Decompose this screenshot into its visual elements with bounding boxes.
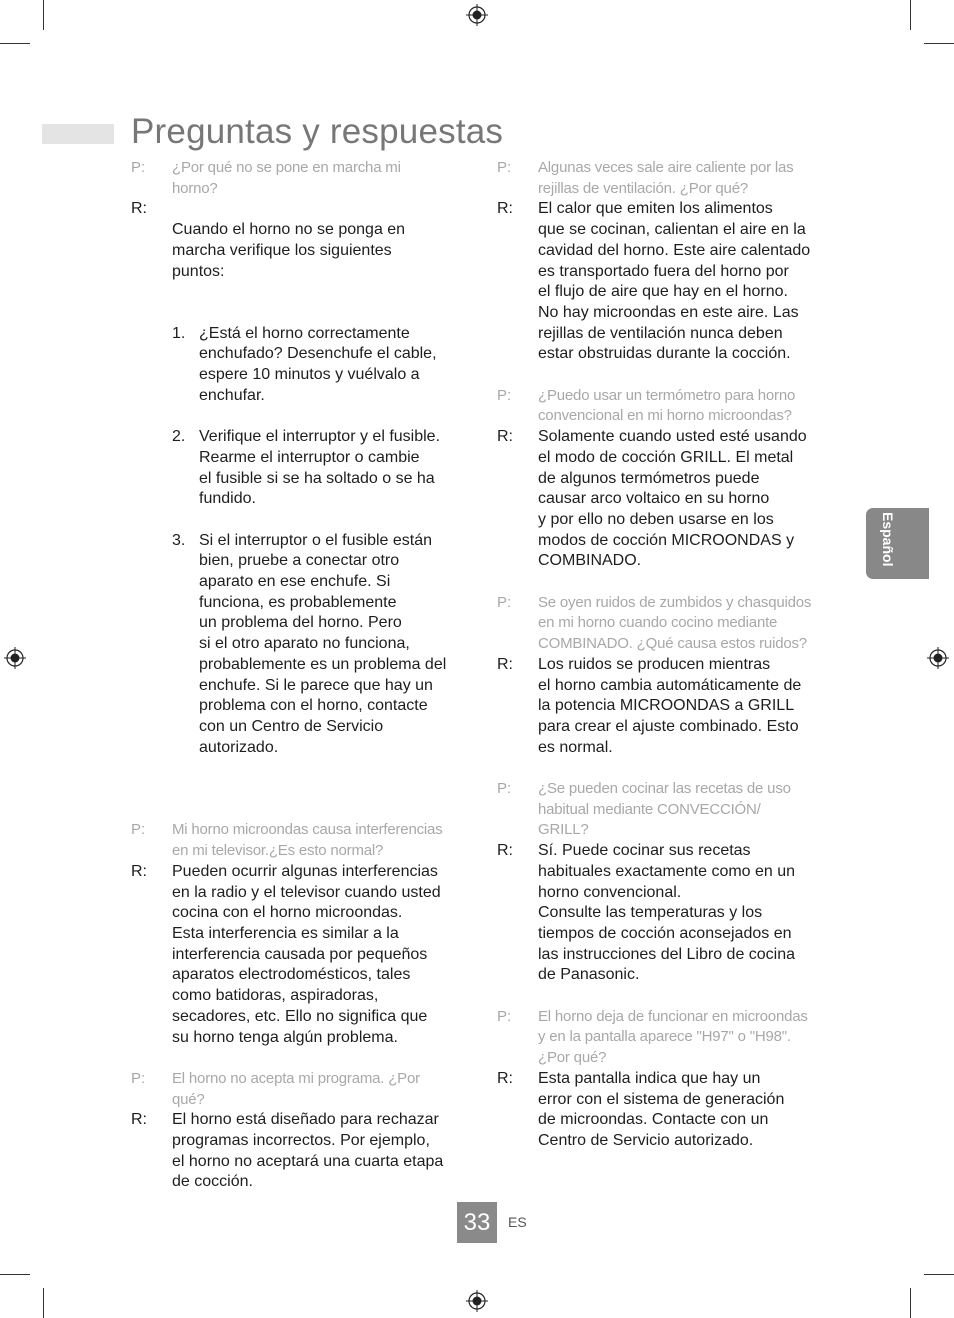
question-row bbox=[497, 593, 827, 655]
question-label: P: bbox=[131, 159, 146, 176]
answer-label: R: bbox=[497, 1069, 513, 1087]
crop-mark bbox=[910, 0, 911, 30]
answer-text: Solamente cuando usted esté usando el modo de cocción GRILL. El metal de algunos termómetros puede causar arco voltaico en su horno y por ello no deben usarse en los modos de cocción MICROONDAS y COMBINADO. bbox=[538, 428, 807, 570]
checklist bbox=[172, 303, 461, 779]
crop-mark bbox=[0, 1274, 30, 1275]
question-label: P: bbox=[497, 386, 512, 404]
answer-text: Los ruidos se producen mientras el horno cambia automáticamente de la potencia MICROONDAS a GRILL para crear el ajuste combinado. Esto es normal. bbox=[538, 655, 802, 756]
answer-label: R: bbox=[497, 200, 513, 218]
left-column bbox=[131, 158, 461, 1193]
answer-row bbox=[497, 1069, 827, 1152]
title-accent-bar bbox=[42, 124, 114, 144]
answer-row bbox=[131, 199, 461, 799]
answer-label: R: bbox=[131, 1111, 147, 1129]
page-title: Preguntas y respuestas bbox=[131, 112, 504, 151]
list-text: Verifique el interruptor y el fusible. Rearme el interruptor o cambie el fusible si se ha soltado o se ha fundido. bbox=[199, 428, 441, 508]
page-language-code: ES bbox=[508, 1214, 527, 1230]
answer-row bbox=[497, 199, 827, 365]
answer-label: R: bbox=[497, 655, 513, 673]
question-row bbox=[131, 820, 461, 861]
answer-text: El calor que emiten los alimentos que se cocinan, calientan el aire en la cavidad del horno. Este aire calentado es transportado fuera del horno por el flujo de aire que hay en el horno. No hay microondas en este aire. Las rejillas de ventilación nunca deben estar obstruidas durante la cocción. bbox=[538, 200, 811, 363]
question-text: Mi horno microondas causa interferencias en mi televisor.¿Es esto normal? bbox=[172, 821, 443, 860]
answer-label: R: bbox=[497, 428, 513, 446]
crop-mark bbox=[43, 1288, 44, 1318]
question-label: P: bbox=[497, 1007, 512, 1025]
list-text: ¿Está el horno correctamente enchufado? Desenchufe el cable, espere 10 minutos y vuélvalo a enchufar. bbox=[199, 324, 437, 404]
question-row bbox=[497, 386, 827, 427]
question-text: El horno no acepta mi programa. ¿Por qué? bbox=[172, 1069, 420, 1108]
answer-row bbox=[497, 427, 827, 572]
registration-mark-icon bbox=[466, 4, 488, 26]
answer-label: R: bbox=[497, 842, 513, 860]
question-text: ¿Se pueden cocinar las recetas de uso habitual mediante CONVECCIÓN/ GRILL? bbox=[538, 780, 791, 839]
answer-row bbox=[497, 655, 827, 759]
qa-item bbox=[131, 158, 461, 800]
list-number: 2. bbox=[172, 428, 186, 446]
registration-mark-icon bbox=[4, 647, 26, 669]
crop-mark bbox=[910, 1288, 911, 1318]
qa-item bbox=[497, 158, 827, 365]
right-column bbox=[497, 158, 827, 1152]
question-label: P: bbox=[497, 159, 512, 176]
list-item bbox=[172, 531, 461, 759]
list-number: 3. bbox=[172, 531, 186, 549]
list-item bbox=[172, 427, 461, 510]
answer-text: Pueden ocurrir algunas interferencias en la radio y el televisor cuando usted cocina con el horno microondas. Esta interferencia es similar a la interferencia causada por pequeños aparatos electrodomésticos, tales como batidoras, aspiradoras, secadores, etc. Ello no significa que su horno tenga algún problema. bbox=[172, 862, 441, 1046]
question-text: Se oyen ruidos de zumbidos y chasquidos en mi horno cuando cocino mediante COMBINADO. ¿Qué causa estos ruidos? bbox=[538, 593, 812, 653]
answer-label: R: bbox=[131, 200, 147, 218]
language-side-tab bbox=[866, 508, 929, 579]
answer-text: El horno está diseñado para rechazar programas incorrectos. Por ejemplo, el horno no aceptará una cuarta etapa de cocción. bbox=[172, 1111, 444, 1191]
qa-item bbox=[131, 1069, 461, 1193]
language-tab-label: Español bbox=[880, 512, 896, 567]
crop-mark bbox=[0, 43, 30, 44]
list-text: Si el interruptor o el fusible están bien, pruebe a conectar otro aparato en ese enchufe. Si funciona, es probablemente un problema del horno. Pero si el otro aparato no funciona, probablemente es un problema del enchufe. Si le parece que hay un problema con el horno, contacte con un Centro de Servicio autorizado. bbox=[199, 531, 447, 756]
question-label: P: bbox=[497, 593, 512, 611]
question-row bbox=[131, 158, 461, 199]
qa-item bbox=[497, 593, 827, 759]
list-number: 1. bbox=[172, 324, 186, 342]
question-row bbox=[497, 1007, 827, 1069]
registration-mark-icon bbox=[927, 647, 949, 669]
answer-row bbox=[131, 1110, 461, 1193]
question-label: P: bbox=[131, 1069, 146, 1087]
qa-item bbox=[497, 1007, 827, 1152]
question-row bbox=[131, 1069, 461, 1110]
question-row bbox=[497, 779, 827, 841]
question-text: ¿Puedo usar un termómetro para horno convencional en mi horno microondas? bbox=[538, 386, 796, 425]
qa-item bbox=[497, 779, 827, 986]
question-label: P: bbox=[497, 780, 512, 798]
question-text: Algunas veces sale aire caliente por las rejillas de ventilación. ¿Por qué? bbox=[538, 159, 794, 197]
answer-text: Sí. Puede cocinar sus recetas habituales exactamente como en un horno convencional. Consulte las temperaturas y los tiempos de cocción aconsejados en las instrucciones del Libro de cocina de Panasonic. bbox=[538, 842, 796, 984]
page-number: 33 bbox=[457, 1202, 497, 1243]
answer-text: Cuando el horno no se ponga en marcha verifique los siguientes puntos: bbox=[172, 221, 406, 280]
crop-mark bbox=[924, 1274, 954, 1275]
question-text: ¿Por qué no se pone en marcha mi horno? bbox=[172, 159, 401, 197]
answer-row bbox=[497, 841, 827, 986]
answer-label: R: bbox=[131, 862, 147, 880]
crop-mark bbox=[924, 43, 954, 44]
crop-mark bbox=[43, 0, 44, 30]
question-text: El horno deja de funcionar en microondas y en la pantalla aparece "H97" o "H98". ¿Por qué? bbox=[538, 1007, 808, 1067]
question-row bbox=[497, 158, 827, 199]
registration-mark-icon bbox=[466, 1290, 488, 1312]
answer-text: Esta pantalla indica que hay un error con el sistema de generación de microondas. Contacte con un Centro de Servicio autorizado. bbox=[538, 1069, 785, 1149]
answer-block bbox=[172, 199, 461, 799]
question-label: P: bbox=[131, 821, 146, 839]
qa-item bbox=[497, 386, 827, 572]
qa-item bbox=[131, 820, 461, 1048]
list-item bbox=[172, 324, 461, 407]
answer-row bbox=[131, 862, 461, 1048]
